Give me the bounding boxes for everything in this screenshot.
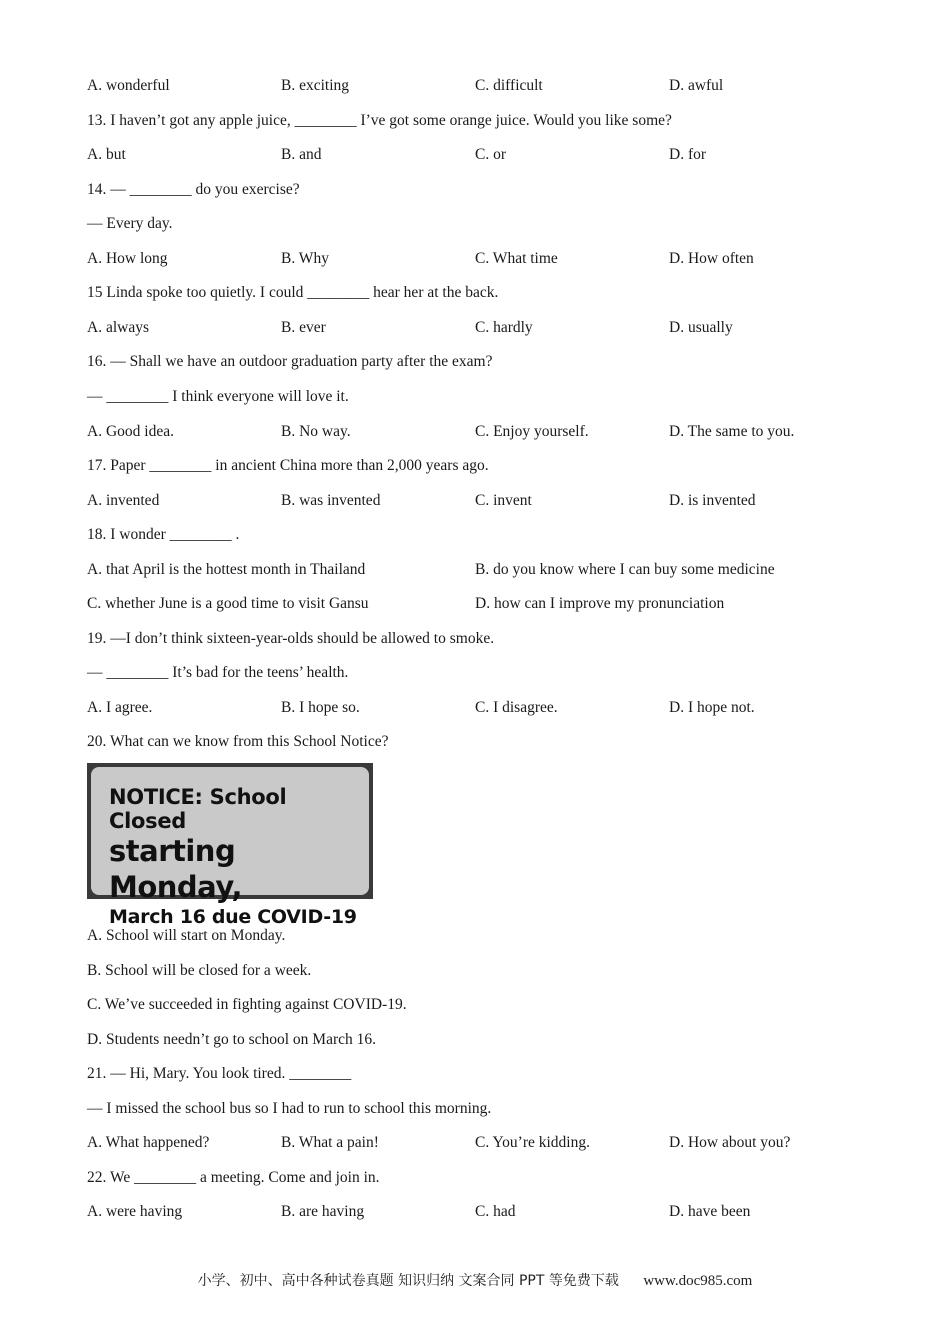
page-footer	[0, 1270, 950, 1290]
footer-website-link[interactable]: www.doc985.com	[643, 1273, 753, 1289]
option-d: D. How about you?	[669, 1134, 791, 1151]
option-b: B. was invented	[281, 492, 381, 509]
option-a: A. always	[87, 319, 149, 336]
option-a: A. invented	[87, 492, 160, 509]
school-notice-sign	[91, 767, 369, 928]
question-15-stem: 15 Linda spoke too quietly. I could ________ hear her at the back.	[87, 284, 499, 301]
option-c: C. Enjoy yourself.	[475, 423, 589, 440]
question-13-stem: 13. I haven’t got any apple juice, ________ I’ve got some orange juice. Would you like some?	[87, 112, 672, 129]
option-b: B. School will be closed for a week.	[87, 962, 312, 979]
option-a: A. Good idea.	[87, 423, 174, 440]
option-c: C. You’re kidding.	[475, 1134, 590, 1151]
question-16-stem: 16. — Shall we have an outdoor graduation party after the exam?	[87, 353, 493, 370]
footer-text: 小学、初中、高中各种试卷真题 知识归纳 文案合同 PPT 等免费下载	[197, 1273, 619, 1289]
option-b: B. Why	[281, 250, 329, 267]
option-d: D. Students needn’t go to school on March 16.	[87, 1031, 377, 1048]
option-c: C. hardly	[475, 319, 533, 336]
question-19-reply: — ________ It’s bad for the teens’ health.	[87, 664, 349, 681]
option-b: B. I hope so.	[281, 699, 360, 716]
option-b: B. do you know where I can buy some medicine	[475, 561, 775, 578]
option-a: A. were having	[87, 1203, 183, 1220]
option-a: A. What happened?	[87, 1134, 210, 1151]
option-d: D. how can I improve my pronunciation	[475, 595, 725, 612]
question-21-stem: 21. — Hi, Mary. You look tired. ________	[87, 1065, 352, 1082]
option-d: D. The same to you.	[669, 423, 795, 440]
option-d: D. is invented	[669, 492, 756, 509]
option-a: A. wonderful	[87, 77, 170, 94]
question-21-reply: — I missed the school bus so I had to run to school this morning.	[87, 1100, 492, 1117]
notice-line-1: NOTICE: School Closed	[109, 785, 287, 833]
option-a: A. that April is the hottest month in Thailand	[87, 561, 366, 578]
option-a: A. I agree.	[87, 699, 153, 716]
option-a: A. How long	[87, 250, 168, 267]
option-b: B. and	[281, 146, 322, 163]
question-22-stem: 22. We ________ a meeting. Come and join in.	[87, 1169, 380, 1186]
notice-line-2: starting Monday,	[109, 834, 243, 904]
option-c: C. difficult	[475, 77, 543, 94]
option-d: D. for	[669, 146, 707, 163]
question-19-stem: 19. —I don’t think sixteen-year-olds should be allowed to smoke.	[87, 630, 495, 647]
option-d: D. I hope not.	[669, 699, 755, 716]
school-notice-image	[87, 763, 373, 928]
option-b: B. What a pain!	[281, 1134, 379, 1151]
option-a: A. but	[87, 146, 126, 163]
notice-line-3: March 16 due COVID-19	[109, 906, 357, 928]
option-d: D. How often	[669, 250, 754, 267]
option-c: C. had	[475, 1203, 516, 1220]
question-17-stem: 17. Paper ________ in ancient China more than 2,000 years ago.	[87, 457, 489, 474]
option-c: C. or	[475, 146, 506, 163]
option-b: B. ever	[281, 319, 326, 336]
option-d: D. awful	[669, 77, 724, 94]
option-c: C. I disagree.	[475, 699, 558, 716]
option-d: D. have been	[669, 1203, 751, 1220]
option-b: B. are having	[281, 1203, 365, 1220]
option-d: D. usually	[669, 319, 733, 336]
question-18-stem: 18. I wonder ________ .	[87, 526, 240, 543]
option-c: C. What time	[475, 250, 558, 267]
option-c: C. invent	[475, 492, 532, 509]
option-b: B. No way.	[281, 423, 351, 440]
option-b: B. exciting	[281, 77, 350, 94]
question-14-reply: — Every day.	[87, 215, 173, 232]
option-c: C. whether June is a good time to visit Gansu	[87, 595, 369, 612]
question-20-stem: 20. What can we know from this School Notice?	[87, 733, 389, 750]
question-16-reply: — ________ I think everyone will love it.	[87, 388, 349, 405]
option-c: C. We’ve succeeded in fighting against COVID-19.	[87, 996, 407, 1013]
option-a: A. School will start on Monday.	[87, 927, 286, 944]
question-14-stem: 14. — ________ do you exercise?	[87, 181, 300, 198]
